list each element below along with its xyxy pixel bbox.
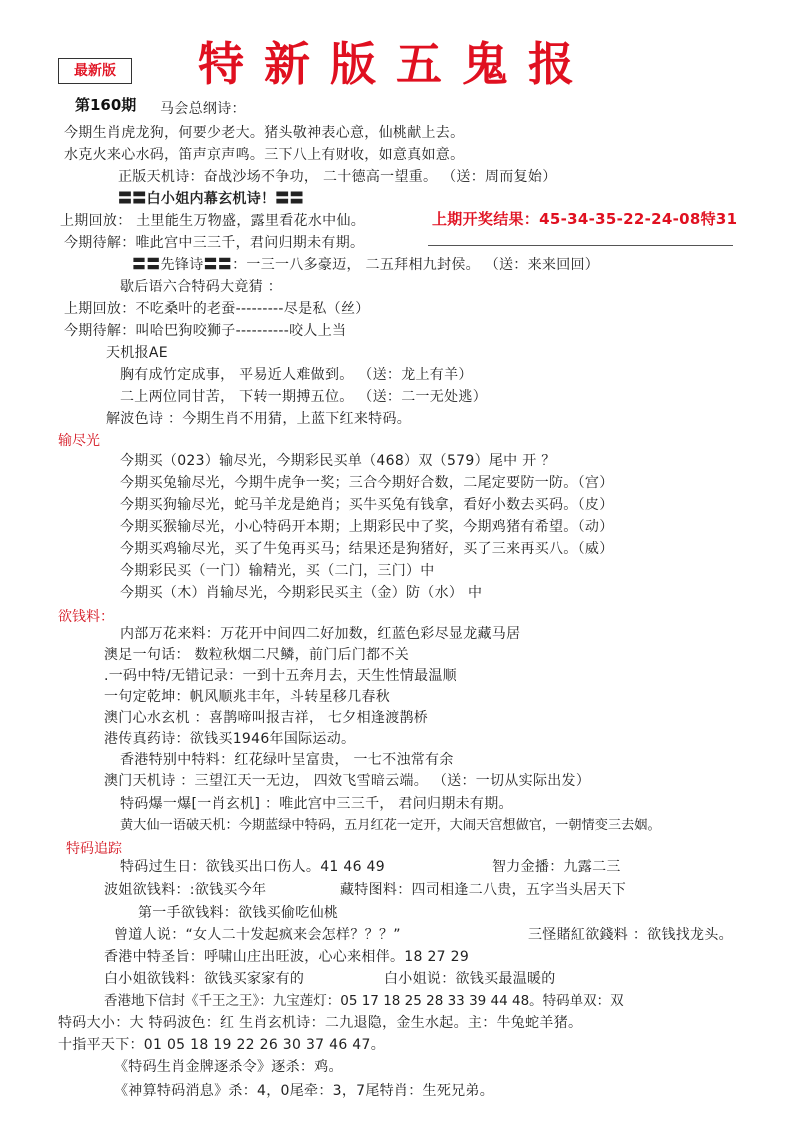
vanguard-poem: 〓〓先锋诗〓〓：一三一八多豪迈， 二五拜相九封侯。 （送：来来回回）	[132, 257, 600, 273]
section-heading: 欲钱料：	[58, 609, 114, 625]
last-result: 上期开奖结果：45-34-35-22-24-08特31	[432, 210, 738, 228]
track-line: 曾道人说：“女人二十发起疯来会怎样？？？”	[114, 927, 401, 943]
loss-line: 今期买（木）肖输尽光，今期彩民买主（金）防（水） 中	[120, 585, 483, 601]
clue-line: 内部万花来料：万花开中间四二好加数，红蓝色彩尽显龙藏马居	[120, 626, 521, 642]
section-heading: 特码追踪	[66, 841, 122, 857]
issue-number: 第160期	[75, 96, 137, 114]
riddle-heading: 歇后语六合特码大竟猜 ：	[120, 279, 283, 295]
track-line: 智力金播：九露二三	[492, 859, 621, 875]
track-line: 白小姐说：欲钱买最温暖的	[384, 971, 556, 987]
loss-line: 今期买兔输尽光，今期牛虎争一奖；三合今期好合数，二尾定要防一防。（宫）	[120, 475, 614, 491]
track-line: 特码过生日：欲钱买出口伤人。41 46 49	[120, 859, 385, 875]
tianji-heading: 天机报AE	[106, 345, 168, 361]
wave-color-poem: 解波色诗 ：今期生肖不用猜，上蓝下红来特码。	[106, 411, 412, 427]
last-replay: 上期回放： 土里能生万物盛，露里看花水中仙。	[60, 213, 366, 229]
clue-line: 一句定乾坤：帆风顺兆丰年，斗转星移几春秋	[104, 689, 390, 705]
clue-line: 澳足一句话： 数粒秋烟二尺鳞，前门后门都不关	[104, 647, 410, 663]
clue-line: 澳门心水玄机 ：喜鹊啼叫报吉祥， 七夕相逢渡鹊桥	[104, 710, 429, 726]
poem-line: 今期生肖虎龙狗，何要少老大。猪头敬神表心意，仙桃献上去。	[64, 125, 465, 141]
tianji-line: 胸有成竹定成事， 平易近人难做到。 （送：龙上有羊）	[120, 367, 473, 383]
clue-line: .一码中特/无错记录：一到十五奔月去，天生性情最温顺	[104, 668, 457, 684]
track-line: 香港地下信封《千王之王》：九宝莲灯：05 17 18 25 28 33 39 44 48。特码单双：双	[104, 993, 624, 1009]
riddle-replay: 上期回放：不吃桑叶的老蚕---------尽是私（丝）	[64, 301, 370, 317]
loss-line: 今期彩民买（一门）输精光，买（二门，三门）中	[120, 563, 435, 579]
track-line: 三怪賭紅欲錢料 ：欲钱找龙头。	[528, 927, 733, 943]
track-line: 特码大小：大 特码波色：红 生肖玄机诗：二九退隐，金生水起。主：牛兔蛇羊猪。	[58, 1015, 583, 1031]
loss-line: 今期买（023）输尽光，今期彩民买单（468）双（579）尾中 开 ？	[120, 453, 556, 469]
track-line: 波姐欲钱料：:欲钱买今年	[104, 882, 267, 898]
clue-line: 港传真药诗：欲钱买1946年国际运动。	[104, 731, 356, 747]
track-line: 白小姐欲钱料：欲钱买家家有的	[104, 971, 305, 987]
loss-line: 今期买猴输尽光，小心特码开本期；上期彩民中了奖，今期鸡猪有希望。（动）	[120, 519, 614, 535]
track-line: 藏特图料：四司相逢二八贵，五字当头居天下	[340, 882, 626, 898]
clue-line: 特码爆一爆[一肖玄机] ：唯此宫中三三千， 君问归期未有期。	[120, 796, 513, 812]
section-heading: 输尽光	[58, 433, 100, 449]
clue-line: 澳门天机诗 ：三望江天一无边， 四效飞雪暗云端。 （送：一切从实际出发）	[104, 773, 591, 789]
page-title: 特新版五鬼报	[198, 37, 594, 91]
loss-line: 今期买鸡输尽光，买了牛兔再买马；结果还是狗猪好，买了三来再买八。（威）	[120, 541, 614, 557]
divider	[428, 245, 733, 246]
clue-line: 黄大仙一语破天机：今期蓝绿中特码，五月红花一定开，大闹天宫想做官，一朝情变三去姻。	[120, 818, 661, 833]
poem-heading: 马会总纲诗：	[160, 101, 246, 117]
bxj-poem-heading: 〓〓白小姐内幕玄机诗！〓〓	[118, 191, 304, 207]
tianji-poem: 正版天机诗：奋战沙场不争功， 二十德高一望重。 （送：周而复始）	[118, 169, 557, 185]
clue-line: 香港特别中特料：红花绿叶呈富贵， 一七不浊常有余	[120, 752, 454, 768]
loss-line: 今期买狗输尽光，蛇马羊龙是絶肖；买牛买兔有钱拿，看好小数去买码。（皮）	[120, 497, 614, 513]
edition-badge: 最新版	[58, 58, 132, 84]
track-line: 第一手欲钱料：欲钱买偷吃仙桃	[138, 905, 339, 921]
riddle-puzzle: 今期待解：叫哈巴狗咬狮子----------咬人上当	[64, 323, 347, 339]
track-line: 《神算特码消息》杀：4，0尾牵：3，7尾特肖：生死兄弟。	[114, 1083, 495, 1099]
track-line: 十指平天下：01 05 18 19 22 26 30 37 46 47。	[58, 1037, 385, 1053]
tianji-line: 二上两位同甘苦， 下转一期搏五位。 （送：二一无处逃）	[120, 389, 487, 405]
current-puzzle: 今期待解：唯此宫中三三千，君问归期未有期。	[64, 235, 365, 251]
track-line: 《特码生肖金牌逐杀令》逐杀：鸡。	[114, 1059, 343, 1075]
track-line: 香港中特圣旨：呼啸山庄出旺波，心心来相伴。18 27 29	[104, 949, 470, 965]
poem-line: 水克火来心水码，笛声京声鸣。三下八上有财收，如意真如意。	[64, 147, 465, 163]
